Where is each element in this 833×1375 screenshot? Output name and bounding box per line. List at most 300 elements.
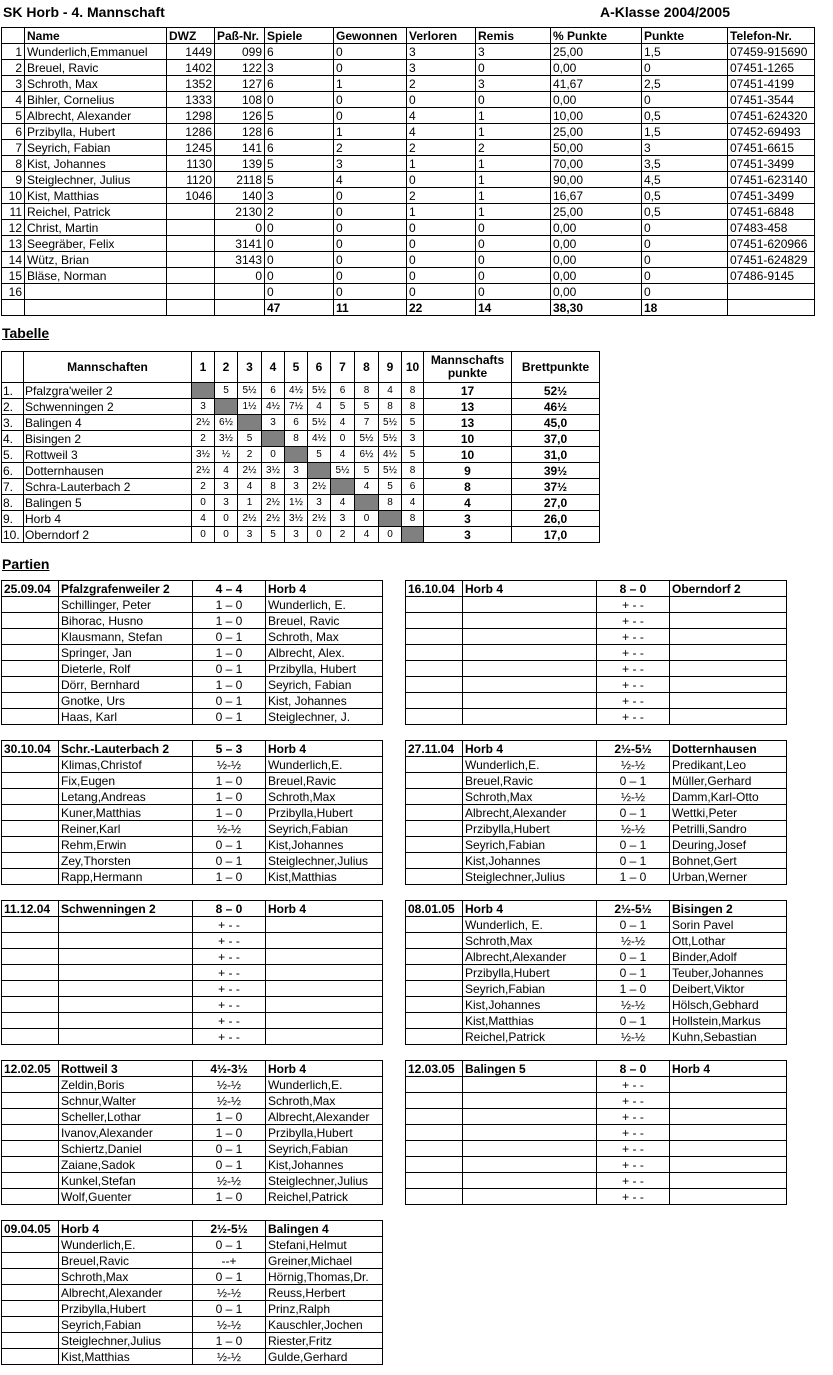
player-cell: 3 — [265, 60, 334, 76]
game-row — [2, 1333, 383, 1349]
player-cell: 0 — [476, 284, 551, 300]
standings-result-cell: 4½ — [262, 399, 285, 415]
player-cell: 0,00 — [551, 284, 642, 300]
standings-result-cell: 5½ — [308, 415, 331, 431]
player-cell: 07452-69493 — [728, 124, 815, 140]
game-result: ½-½ — [193, 1077, 266, 1093]
standings-result-cell: 4½ — [379, 447, 402, 463]
standings-bp: 52½ — [512, 383, 600, 399]
game-board-cell — [2, 1141, 59, 1157]
player-column-header: Paß-Nr. — [215, 28, 265, 44]
standings-result-cell: 8 — [402, 399, 424, 415]
game-board-cell — [2, 853, 59, 869]
match-header-row — [2, 1221, 383, 1237]
standings-result-cell: 5 — [402, 447, 424, 463]
game-home-player — [463, 1189, 597, 1205]
game-home-player — [463, 677, 597, 693]
player-cell: Schroth, Max — [25, 76, 167, 92]
game-row — [2, 869, 383, 885]
player-cell: 4 — [2, 92, 25, 108]
game-home-player — [463, 693, 597, 709]
player-cell: 5 — [2, 108, 25, 124]
game-away-player: Prinz,Ralph — [266, 1301, 383, 1317]
match-date: 25.09.04 — [2, 581, 59, 597]
player-total-cell — [25, 300, 167, 316]
match-header-row — [2, 741, 383, 757]
game-away-player — [266, 949, 383, 965]
standings-bp: 17,0 — [512, 527, 600, 543]
game-row — [406, 933, 787, 949]
game-away-player: Kuhn,Sebastian — [670, 1029, 787, 1045]
player-cell: 6 — [265, 124, 334, 140]
player-cell: 0,5 — [642, 188, 728, 204]
game-row — [406, 1125, 787, 1141]
game-away-player: Reuss,Herbert — [266, 1285, 383, 1301]
player-cell: 1 — [476, 124, 551, 140]
match-date: 12.03.05 — [406, 1061, 463, 1077]
game-board-cell — [2, 1269, 59, 1285]
game-away-player — [670, 677, 787, 693]
game-board-cell — [406, 693, 463, 709]
player-cell: 5 — [265, 156, 334, 172]
game-result: + - - — [597, 693, 670, 709]
player-cell: 2 — [2, 60, 25, 76]
game-row — [2, 837, 383, 853]
player-cell: 1 — [476, 188, 551, 204]
game-board-cell — [406, 789, 463, 805]
player-cell: 141 — [215, 140, 265, 156]
game-away-player: Sorin Pavel — [670, 917, 787, 933]
game-board-cell — [406, 805, 463, 821]
match-table — [405, 740, 787, 885]
standings-rank: 6. — [2, 463, 24, 479]
game-board-cell — [406, 1077, 463, 1093]
game-result: 1 – 0 — [193, 677, 266, 693]
standings-result-cell: 2½ — [308, 479, 331, 495]
standings-self-cell — [285, 447, 308, 463]
player-cell: 0 — [476, 252, 551, 268]
standings-result-cell: 6½ — [355, 447, 379, 463]
game-board-cell — [2, 645, 59, 661]
game-board-cell — [2, 821, 59, 837]
game-board-cell — [406, 1125, 463, 1141]
game-away-player — [670, 1157, 787, 1173]
game-home-player: Dörr, Bernhard — [59, 677, 193, 693]
player-cell: 5 — [265, 108, 334, 124]
player-cell: 2,5 — [642, 76, 728, 92]
player-cell: 0 — [642, 284, 728, 300]
standings-result-cell: 3½ — [192, 447, 215, 463]
player-cell: Reichel, Patrick — [25, 204, 167, 220]
player-cell — [167, 220, 215, 236]
player-cell: 140 — [215, 188, 265, 204]
game-result: 0 – 1 — [193, 853, 266, 869]
standings-result-cell: 5 — [379, 479, 402, 495]
game-board-cell — [406, 1013, 463, 1029]
game-away-player: Schroth, Max — [266, 629, 383, 645]
game-row — [2, 645, 383, 661]
standings-bp: 39½ — [512, 463, 600, 479]
standings-team: Horb 4 — [24, 511, 192, 527]
standings-result-cell: 5 — [355, 399, 379, 415]
player-cell: Seegräber, Felix — [25, 236, 167, 252]
standings-result-cell: 3 — [308, 495, 331, 511]
player-cell: 108 — [215, 92, 265, 108]
standings-col-header: 2 — [215, 352, 238, 383]
game-home-player: Seyrich,Fabian — [463, 837, 597, 853]
standings-self-cell — [262, 431, 285, 447]
game-away-player: Breuel,Ravic — [266, 773, 383, 789]
player-cell: 3 — [2, 76, 25, 92]
game-result: 1 – 0 — [597, 869, 670, 885]
game-away-player — [266, 981, 383, 997]
standings-rank: 5. — [2, 447, 24, 463]
game-away-player: Schroth,Max — [266, 789, 383, 805]
player-cell: 126 — [215, 108, 265, 124]
game-away-player: Przibylla, Hubert — [266, 661, 383, 677]
game-result: + - - — [597, 709, 670, 725]
game-row — [406, 853, 787, 869]
game-home-player: Steiglechner,Julius — [463, 869, 597, 885]
game-board-cell — [2, 837, 59, 853]
game-away-player: Stefani,Helmut — [266, 1237, 383, 1253]
player-cell — [167, 204, 215, 220]
game-home-player: Kunkel,Stefan — [59, 1173, 193, 1189]
player-cell: 139 — [215, 156, 265, 172]
game-home-player — [463, 597, 597, 613]
game-row — [2, 1173, 383, 1189]
match-score: 8 – 0 — [597, 1061, 670, 1077]
player-cell: 0 — [476, 220, 551, 236]
player-cell: 0 — [334, 188, 407, 204]
game-result: 0 – 1 — [193, 837, 266, 853]
standings-result-cell: 2 — [331, 527, 355, 543]
game-home-player — [59, 965, 193, 981]
player-column-header: Verloren — [407, 28, 476, 44]
match-score: 4 – 4 — [193, 581, 266, 597]
game-board-cell — [2, 1029, 59, 1045]
player-cell — [728, 284, 815, 300]
game-row — [2, 917, 383, 933]
player-cell: 41,67 — [551, 76, 642, 92]
game-home-player — [463, 629, 597, 645]
standings-result-cell: 5½ — [379, 415, 402, 431]
player-cell: 0,00 — [551, 92, 642, 108]
game-result: 1 – 0 — [193, 1333, 266, 1349]
player-cell: 0 — [642, 268, 728, 284]
player-header-row — [2, 28, 815, 44]
player-cell: 07451-624320 — [728, 108, 815, 124]
match-header-row — [2, 581, 383, 597]
player-cell: 1 — [334, 76, 407, 92]
player-cell: 1 — [476, 172, 551, 188]
game-board-cell — [406, 997, 463, 1013]
game-result: ½-½ — [193, 1349, 266, 1365]
game-board-cell — [2, 693, 59, 709]
player-cell: 1 — [407, 204, 476, 220]
game-away-player: Damm,Karl-Otto — [670, 789, 787, 805]
player-cell: 0 — [334, 252, 407, 268]
player-cell: 2 — [334, 140, 407, 156]
player-cell: 0 — [476, 268, 551, 284]
game-result: 0 – 1 — [193, 1301, 266, 1317]
standings-bp: 27,0 — [512, 495, 600, 511]
standings-result-cell: 4 — [331, 495, 355, 511]
player-cell: 0 — [265, 236, 334, 252]
game-board-cell — [406, 965, 463, 981]
game-home-player — [463, 1109, 597, 1125]
game-board-cell — [406, 1157, 463, 1173]
player-cell: 25,00 — [551, 124, 642, 140]
match-away-team: Bisingen 2 — [670, 901, 787, 917]
match-score: 8 – 0 — [597, 581, 670, 597]
game-home-player — [463, 1141, 597, 1157]
standings-mp: 10 — [424, 431, 512, 447]
player-cell: 2130 — [215, 204, 265, 220]
game-board-cell — [406, 629, 463, 645]
game-away-player — [670, 1141, 787, 1157]
game-away-player: Deuring,Josef — [670, 837, 787, 853]
standings-result-cell: 8 — [355, 383, 379, 399]
player-cell: 1120 — [167, 172, 215, 188]
standings-result-cell: 4 — [331, 447, 355, 463]
player-cell: 0 — [642, 252, 728, 268]
player-row — [2, 60, 815, 76]
player-row — [2, 284, 815, 300]
game-result: 1 – 0 — [193, 789, 266, 805]
game-board-cell — [2, 597, 59, 613]
player-cell: 0,00 — [551, 236, 642, 252]
standings-result-cell: 4 — [238, 479, 262, 495]
game-board-cell — [406, 821, 463, 837]
page-title: SK Horb - 4. Mannschaft — [3, 4, 165, 20]
player-total-cell: 14 — [476, 300, 551, 316]
standings-result-cell: 0 — [331, 431, 355, 447]
standings-mp: 4 — [424, 495, 512, 511]
game-away-player: Wunderlich,E. — [266, 757, 383, 773]
player-row — [2, 252, 815, 268]
player-cell: Steiglechner, Julius — [25, 172, 167, 188]
game-away-player: Riester,Fritz — [266, 1333, 383, 1349]
game-result: ½-½ — [193, 1317, 266, 1333]
standings-result-cell: 3 — [402, 431, 424, 447]
standings-bp-header: Brettpunkte — [512, 352, 600, 383]
match-away-team: Horb 4 — [266, 741, 383, 757]
match-score: 2½-5½ — [597, 901, 670, 917]
game-board-cell — [2, 1077, 59, 1093]
game-board-cell — [2, 661, 59, 677]
game-row — [2, 1237, 383, 1253]
game-home-player: Schillinger, Peter — [59, 597, 193, 613]
game-row — [406, 917, 787, 933]
standings-self-cell — [402, 527, 424, 543]
match-home-team: Pfalzgrafenweiler 2 — [59, 581, 193, 597]
game-row — [2, 1093, 383, 1109]
game-board-cell — [406, 597, 463, 613]
game-board-cell — [2, 933, 59, 949]
game-home-player — [463, 1157, 597, 1173]
standings-result-cell: 6 — [285, 415, 308, 431]
game-board-cell — [2, 613, 59, 629]
player-cell: 1046 — [167, 188, 215, 204]
standings-mp: 10 — [424, 447, 512, 463]
game-result: ½-½ — [597, 1029, 670, 1045]
game-home-player: Seyrich,Fabian — [59, 1317, 193, 1333]
player-cell: 6 — [265, 44, 334, 60]
standings-result-cell: 3½ — [285, 511, 308, 527]
standings-self-cell — [308, 463, 331, 479]
match-table — [1, 580, 383, 725]
player-cell — [215, 284, 265, 300]
match-home-team: Schwenningen 2 — [59, 901, 193, 917]
match-home-team: Horb 4 — [463, 581, 597, 597]
player-cell: Kist, Johannes — [25, 156, 167, 172]
game-home-player — [463, 645, 597, 661]
standings-result-cell: 3½ — [262, 463, 285, 479]
player-cell: 0 — [642, 220, 728, 236]
player-cell: Wütz, Brian — [25, 252, 167, 268]
game-row — [406, 661, 787, 677]
game-home-player: Rapp,Hermann — [59, 869, 193, 885]
game-home-player: Breuel,Ravic — [59, 1253, 193, 1269]
player-cell: 11 — [2, 204, 25, 220]
game-board-cell — [2, 1349, 59, 1365]
game-home-player: Albrecht,Alexander — [463, 949, 597, 965]
player-cell: 1298 — [167, 108, 215, 124]
game-away-player — [266, 917, 383, 933]
standings-row — [2, 511, 600, 527]
player-cell: 07483-458 — [728, 220, 815, 236]
game-row — [406, 773, 787, 789]
player-cell: 127 — [215, 76, 265, 92]
player-cell: Breuel, Ravic — [25, 60, 167, 76]
standings-team: Schra-Lauterbach 2 — [24, 479, 192, 495]
match-score: 8 – 0 — [193, 901, 266, 917]
match-date: 27.11.04 — [406, 741, 463, 757]
game-home-player — [463, 613, 597, 629]
player-cell: Bläse, Norman — [25, 268, 167, 284]
game-row — [406, 789, 787, 805]
player-cell: 1352 — [167, 76, 215, 92]
game-result: + - - — [597, 677, 670, 693]
player-cell: 2 — [265, 204, 334, 220]
player-cell: 25,00 — [551, 44, 642, 60]
player-cell: 0 — [334, 44, 407, 60]
league-title: A-Klasse 2004/2005 — [600, 4, 730, 20]
game-row — [2, 1141, 383, 1157]
player-column-header: % Punkte — [551, 28, 642, 44]
player-column-header: Gewonnen — [334, 28, 407, 44]
standings-result-cell: 5 — [215, 383, 238, 399]
standings-result-cell: 4 — [192, 511, 215, 527]
game-home-player — [59, 981, 193, 997]
player-cell: 1,5 — [642, 124, 728, 140]
game-home-player: Reichel,Patrick — [463, 1029, 597, 1045]
game-away-player: Seyrich, Fabian — [266, 677, 383, 693]
game-away-player: Steiglechner, J. — [266, 709, 383, 725]
player-cell: 0 — [334, 108, 407, 124]
game-result: 0 – 1 — [597, 965, 670, 981]
standings-col-header: 1 — [192, 352, 215, 383]
game-result: 1 – 0 — [193, 1189, 266, 1205]
game-result: + - - — [597, 1157, 670, 1173]
game-result: 1 – 0 — [193, 1109, 266, 1125]
game-result: + - - — [597, 1077, 670, 1093]
game-board-cell — [406, 1189, 463, 1205]
player-cell: 0 — [642, 236, 728, 252]
player-column-header: DWZ — [167, 28, 215, 44]
game-away-player: Kist,Johannes — [266, 1157, 383, 1173]
game-result: 0 – 1 — [193, 1141, 266, 1157]
match-date: 16.10.04 — [406, 581, 463, 597]
player-cell: Seyrich, Fabian — [25, 140, 167, 156]
standings-result-cell: 5 — [262, 527, 285, 543]
player-total-cell — [2, 300, 25, 316]
player-cell: 6 — [2, 124, 25, 140]
standings-result-cell: 3 — [331, 511, 355, 527]
game-away-player: Kist,Johannes — [266, 837, 383, 853]
game-board-cell — [2, 629, 59, 645]
standings-self-cell — [215, 399, 238, 415]
player-cell: 5 — [265, 172, 334, 188]
game-away-player — [670, 661, 787, 677]
player-row — [2, 220, 815, 236]
game-result: 0 – 1 — [597, 853, 670, 869]
game-away-player: Predikant,Leo — [670, 757, 787, 773]
game-away-player — [670, 629, 787, 645]
game-row — [2, 949, 383, 965]
player-cell: 0 — [642, 60, 728, 76]
standings-col-header: 3 — [238, 352, 262, 383]
game-away-player — [670, 1077, 787, 1093]
player-cell: 1 — [476, 156, 551, 172]
player-cell: 12 — [2, 220, 25, 236]
game-board-cell — [2, 917, 59, 933]
game-home-player: Wunderlich,E. — [59, 1237, 193, 1253]
match-header-row — [2, 1061, 383, 1077]
standings-result-cell: 1 — [238, 495, 262, 511]
player-cell: 0,5 — [642, 204, 728, 220]
game-home-player: Kuner,Matthias — [59, 805, 193, 821]
game-board-cell — [406, 1029, 463, 1045]
player-cell: Albrecht, Alexander — [25, 108, 167, 124]
player-cell: 1 — [476, 108, 551, 124]
game-result: --+ — [193, 1253, 266, 1269]
standings-result-cell: 3 — [262, 415, 285, 431]
standings-team: Bisingen 2 — [24, 431, 192, 447]
game-result: + - - — [597, 1173, 670, 1189]
player-cell: 0 — [334, 284, 407, 300]
player-cell: 1 — [334, 124, 407, 140]
game-home-player: Scheller,Lothar — [59, 1109, 193, 1125]
game-board-cell — [2, 981, 59, 997]
game-board-cell — [406, 1141, 463, 1157]
player-cell: Kist, Matthias — [25, 188, 167, 204]
game-result: 0 – 1 — [193, 1157, 266, 1173]
game-home-player — [463, 709, 597, 725]
player-cell: 25,00 — [551, 204, 642, 220]
game-home-player — [463, 1093, 597, 1109]
player-row — [2, 204, 815, 220]
match-header-row — [406, 901, 787, 917]
standings-mp-header: Mannschafts punkte — [424, 352, 512, 383]
player-row — [2, 108, 815, 124]
game-result: 1 – 0 — [193, 645, 266, 661]
game-result: 0 – 1 — [193, 693, 266, 709]
match-home-team: Balingen 5 — [463, 1061, 597, 1077]
player-cell: 0 — [334, 268, 407, 284]
game-away-player: Reichel,Patrick — [266, 1189, 383, 1205]
